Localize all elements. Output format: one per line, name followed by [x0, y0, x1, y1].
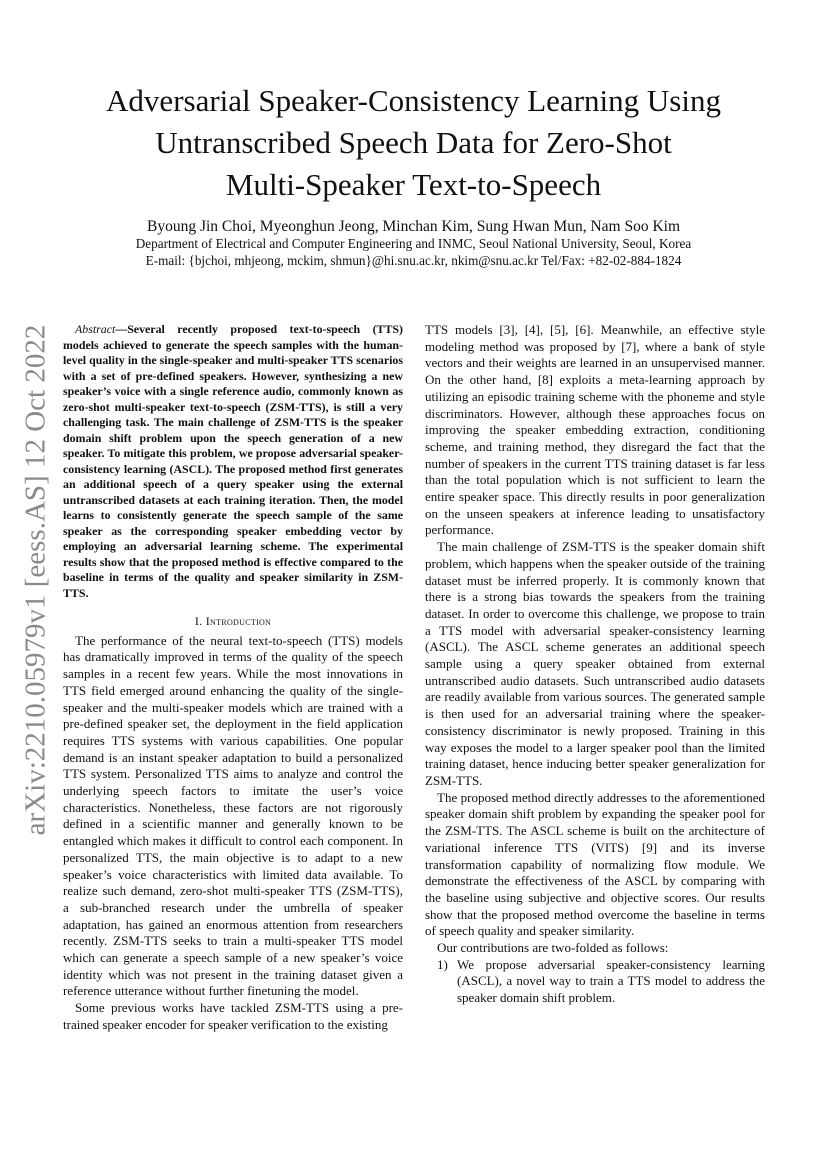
left-column [63, 322, 403, 1034]
list-text: We propose adversarial speaker-consistency learning (ASCL), a novel way to train a TTS model to address the speaker domain shift problem. [457, 956, 765, 1006]
abstract-label: Abstract [75, 322, 116, 336]
right-column [425, 322, 765, 1007]
title-line: Multi-Speaker Text-to-Speech [225, 167, 602, 202]
abstract-text: —Several recently proposed text-to-speech (TTS) models achieved to generate the speech samples with the human-level quality in the single-speaker and multi-speaker TTS scenarios with a set of pre-defined speakers. However, synthesizing a new speaker’s voice with a single reference audio, commonly known as zero-shot multi-speaker text-to-speech (ZSM-TTS), is still a very challenging task. The main challenge of ZSM-TTS is the speaker domain shift problem upon the speech generation of a new speaker. To mitigate this problem, we propose adversarial speaker-consistency learning (ASCL). The proposed method first generates an additional speech of a query speaker using the external untranscribed datasets at each training iteration. Then, the model learns to consistently generate the speech sample of the same speaker as the corresponding speaker embedding vector by employing an adversarial learning scheme. The experimental results show that the proposed method is effective compared to the baseline in terms of the quality and speaker similarity in ZSM-TTS. [63, 322, 403, 600]
affiliation: Department of Electrical and Computer Engineering and INMC, Seoul National University, Seoul, Korea [135, 236, 692, 251]
paper-title [60, 80, 767, 206]
body-paragraph: Some previous works have tackled ZSM-TTS using a pre-trained speaker encoder for speaker verification to the existing [63, 1000, 403, 1032]
title-line: Adversarial Speaker-Consistency Learning Using [106, 83, 721, 118]
list-item [425, 957, 765, 1007]
list-number: 1) [437, 956, 448, 972]
body-paragraph: The proposed method directly addresses to the aforementioned speaker domain shift problem by expanding the speaker pool for the ZSM-TTS. The ASCL scheme is built on the architecture of variational inference TTS (VITS) [9] and its inverse transformation capability of normalizing flow module. We demonstrate the effectiveness of the ASCL by comparing with the baseline using subjective and objective scores. Our results show that the proposed method overcome the baseline in terms of speech quality and speaker similarity. [425, 789, 765, 939]
title-line: Untranscribed Speech Data for Zero-Shot [155, 125, 672, 160]
section-number: I. [194, 614, 206, 628]
body-paragraph: The performance of the neural text-to-speech (TTS) models has dramatically improved in terms of the quality of the speech samples in a recent few years. While the most innovations in TTS field emerged around enhancing the quality of the single-speaker and the multi-speaker models which are trained with a pre-defined speaker set, the deployment in the field application requires TTS systems with various capabilities. One popular demand is an instant speaker adaptation to build a personalized TTS system. Personalized TTS aims to analyze and control the underlying speech factors to imitate the user’s voice characteristics. Nonetheless, these factors are not rigorously defined in a scientific manner and generally known to be entangled which makes it difficult to control each component. In personalized TTS, the main objective is to adapt to a new speaker’s voice characteristics with limited data available. To realize such demand, zero-shot multi-speaker TTS (ZSM-TTS), a sub-branched research under the umbrella of speaker adaptation, has gained an enormous attention from researchers recently. ZSM-TTS seeks to train a multi-speaker TTS model which can generate a speech sample of a new speaker’s voice identity which was not present in the training dataset given a reference utterance without further finetuning the model. [63, 632, 403, 999]
contact-email: E-mail: {bjchoi, mhjeong, mckim, shmun}@hi.snu.ac.kr, nkim@snu.ac.kr Tel/Fax: +82-02-884-1824 [145, 253, 682, 268]
body-paragraph: The main challenge of ZSM-TTS is the speaker domain shift problem, which happens when the speaker outside of the training dataset must be inferred properly. It is commonly known that there is a strong bias towards the speakers from the training dataset. In order to overcome this challenge, we propose to train a TTS model with adversarial speaker-consistency learning (ASCL). The ASCL scheme generates an additional speech sample using a query speaker obtained from external untranscribed audio datasets. Such untranscribed audio datasets are readily available from various sources. The generated sample is then used for an adversarial training where the speaker-consistency discriminator is newly proposed. Training in this way exposes the model to a larger speaker pool than the limited training dataset, hence inducing better speaker generalization for ZSM-TTS. [425, 539, 765, 788]
arxiv-identifier: arXiv:2210.05979v1 [eess.AS] 12 Oct 2022 [19, 324, 52, 836]
abstract [63, 322, 403, 601]
section-heading [63, 613, 403, 630]
author-list: Byoung Jin Choi, Myeonghun Jeong, Minchan Kim, Sung Hwan Mun, Nam Soo Kim [146, 218, 681, 235]
body-paragraph: Our contributions are two-folded as follows: [437, 940, 669, 956]
section-title: Introduction [205, 614, 272, 628]
body-paragraph: TTS models [3], [4], [5], [6]. Meanwhile, an effective style modeling method was proposed by [7], where a bank of style vectors and their weights are learned in an unsupervised manner. On the other hand, [8] exploits a meta-learning approach by utilizing an episodic training scheme with the phoneme and style discriminators. However, although these approaches focus on improving the speaker embedding extraction, conditioning scheme, and training method, they disregard the fact that the number of speakers in the current TTS training dataset is far less than the total population which is not sufficient to learn the entire speaker space. This directly results in poor generalization on the unseen speakers at inference leading to unsatisfactory performance. [425, 322, 765, 538]
